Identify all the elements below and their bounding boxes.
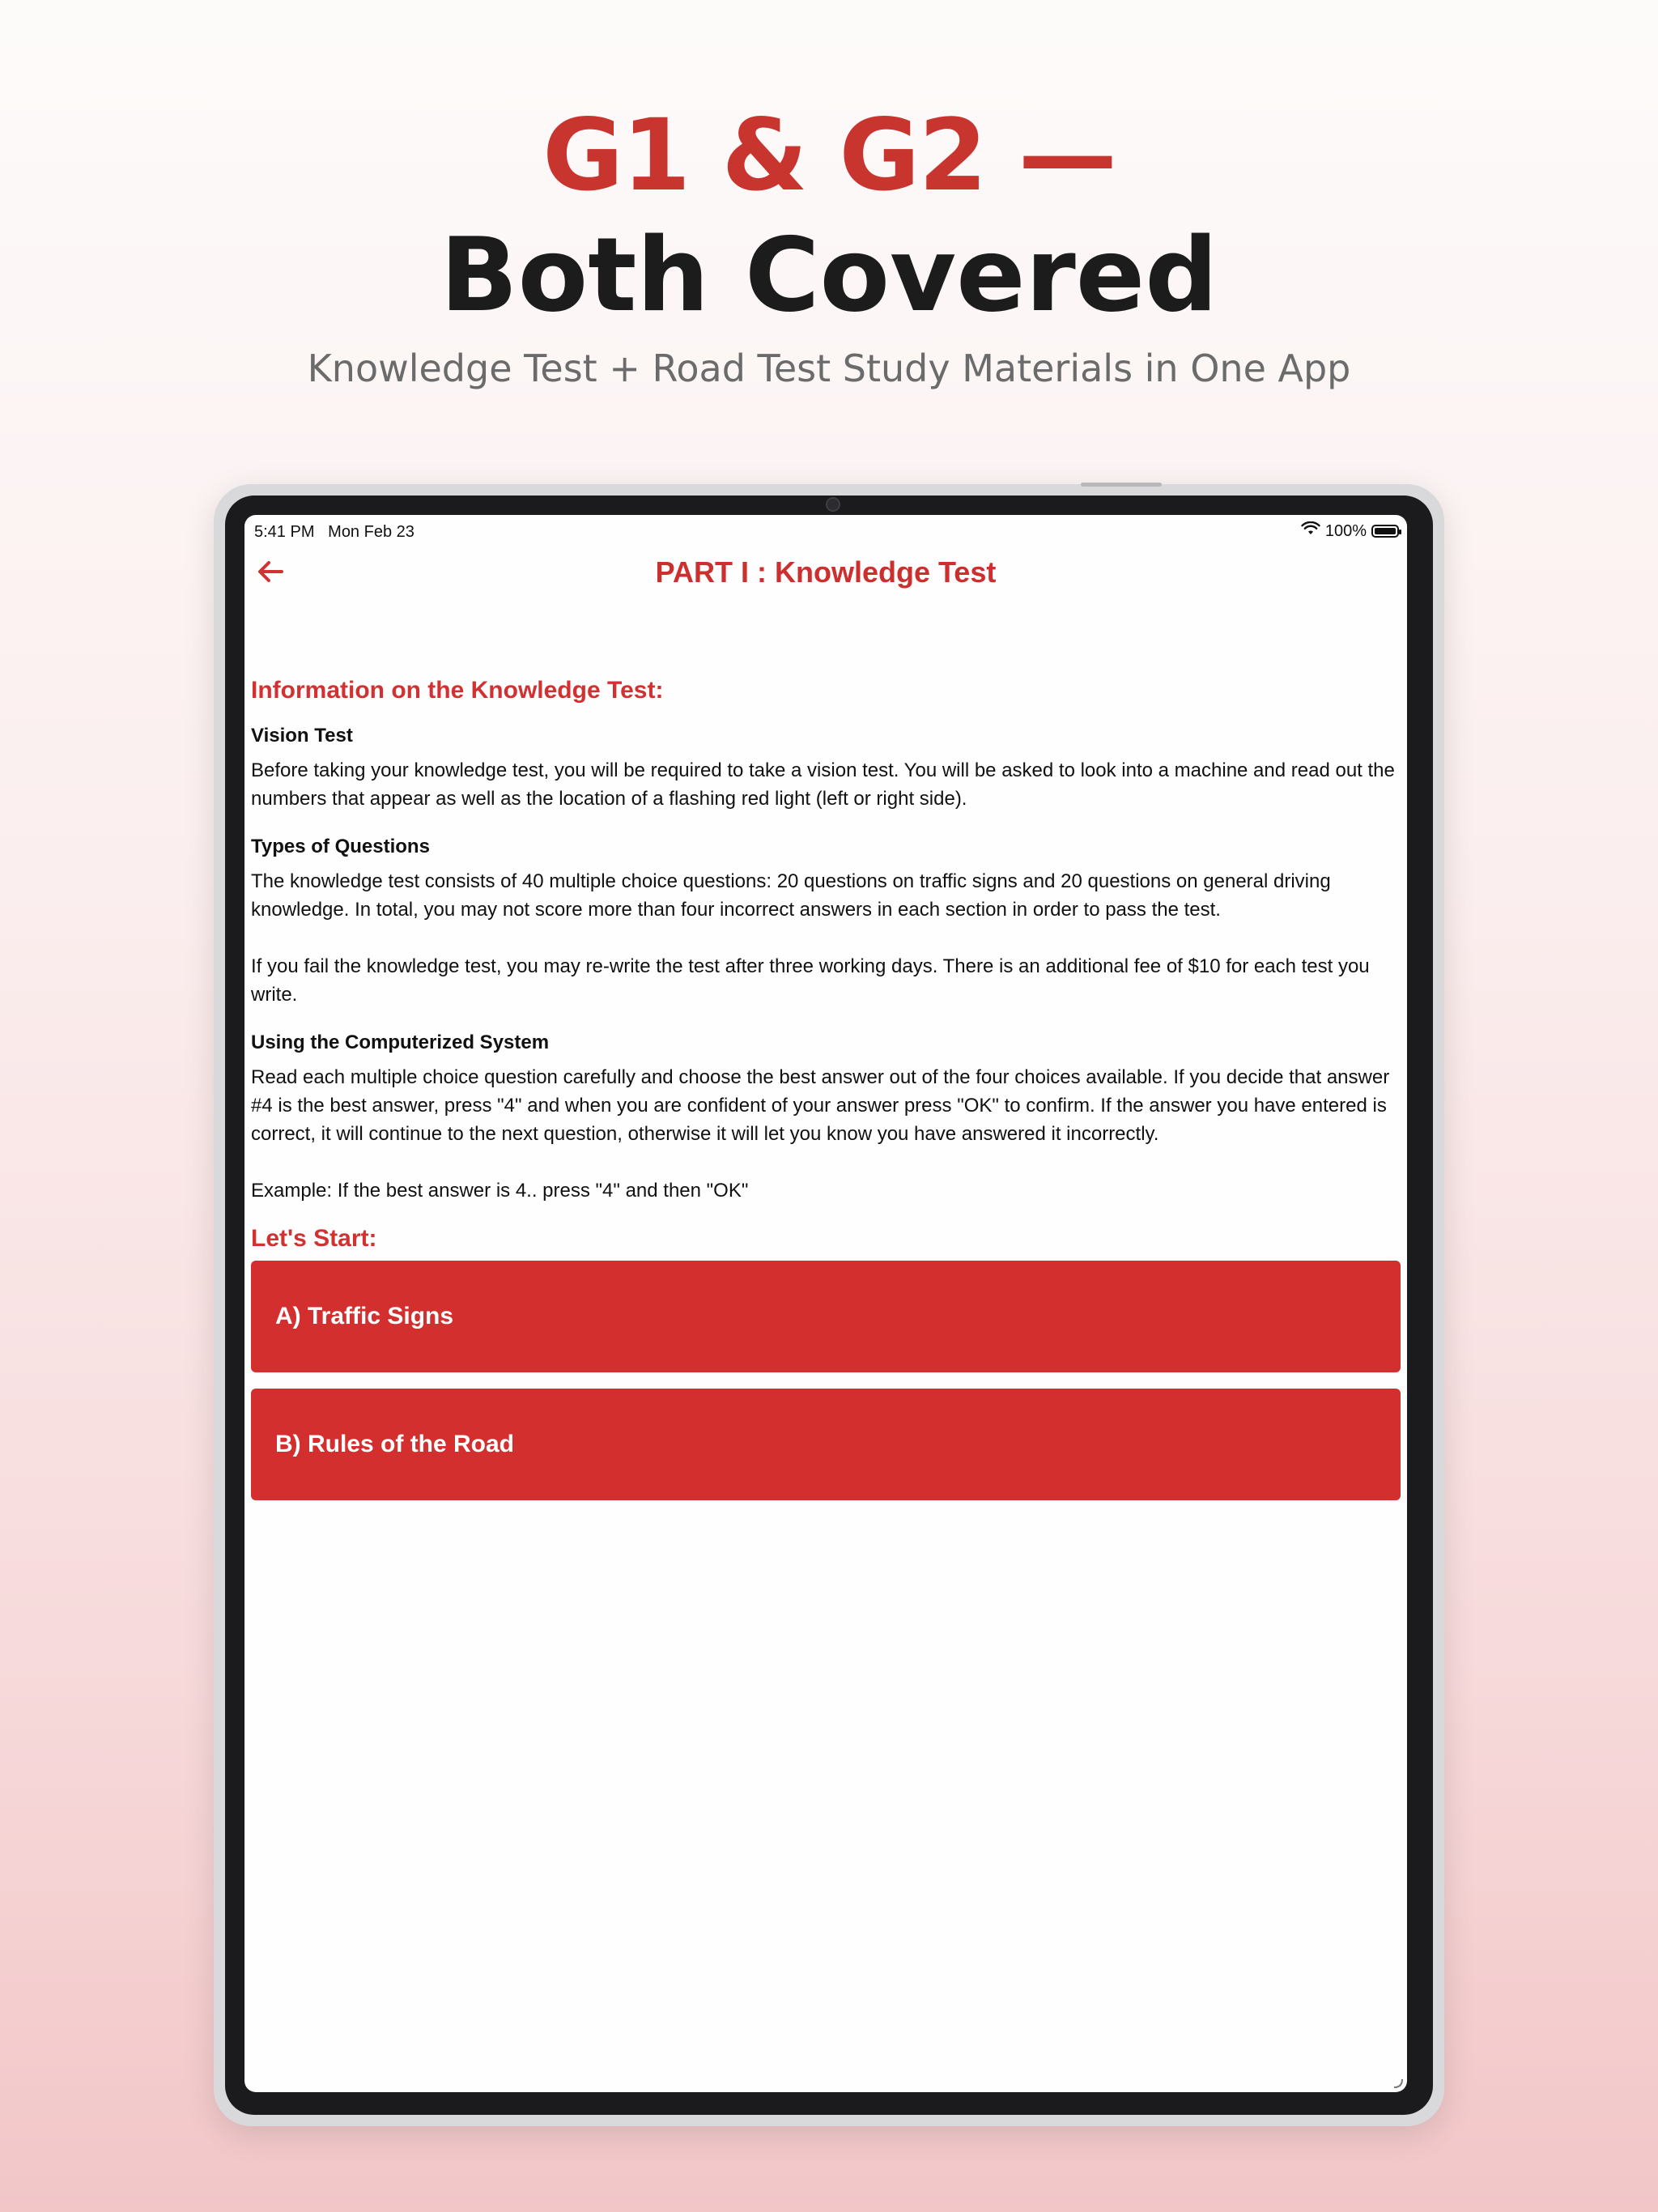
wifi-icon xyxy=(1301,521,1320,541)
lets-start-heading: Let's Start: xyxy=(251,1225,377,1252)
rules-of-the-road-button[interactable] xyxy=(251,1389,1401,1500)
battery-icon xyxy=(1371,525,1399,538)
content-area xyxy=(251,677,1399,1516)
vision-body: Before taking your knowledge test, you will be required to take a vision test. You will be asked to look into a machine and read out the numbers that appear as well as the location of a flashing red light (left or right side). xyxy=(251,759,1395,810)
computerized-heading: Using the Computerized System xyxy=(251,1032,550,1053)
computerized-body-2: Example: If the best answer is 4.. press "4" and then "OK" xyxy=(251,1180,749,1202)
status-right xyxy=(1301,521,1399,541)
vision-heading: Vision Test xyxy=(251,725,353,747)
types-body-2: If you fail the knowledge test, you may re-write the test after three working days. There is an additional fee of $10 for each test you write. xyxy=(251,955,1370,1006)
subheadline: Knowledge Test + Road Test Study Materials in One App xyxy=(307,347,1351,390)
page-title: PART I : Knowledge Test xyxy=(655,555,997,589)
section-title: Information on the Knowledge Test: xyxy=(251,677,664,704)
traffic-signs-button[interactable] xyxy=(251,1261,1401,1372)
rules-of-the-road-button-label: B) Rules of the Road xyxy=(275,1431,515,1457)
app-screen xyxy=(244,515,1407,2092)
headline-line-1: G1 & G2 — xyxy=(542,98,1116,213)
camera-icon xyxy=(826,497,840,512)
types-body-1: The knowledge test consists of 40 multiple choice questions: 20 questions on traffic signs and 20 questions on general driving knowledge. In total, you may not score more than four incorrect answers in each section in order to pass the test. xyxy=(251,870,1331,921)
battery-percent: 100% xyxy=(1324,521,1367,540)
resize-grip-icon xyxy=(1389,2074,1404,2089)
traffic-signs-button-label: A) Traffic Signs xyxy=(275,1303,454,1329)
status-time-date: 5:41 PM Mon Feb 23 xyxy=(254,523,414,541)
types-heading: Types of Questions xyxy=(251,836,430,857)
computerized-body-1: Read each multiple choice question carefully and choose the best answer out of the four choices available. If you decide that answer #4 is the best answer, press "4" and when you are confident of your answer press "OK" to confirm. If the answer you have entered is correct, it will continue to the next question, otherwise it will let you know you have answered it incorrectly. xyxy=(251,1066,1390,1145)
headline-line-2: Both Covered xyxy=(440,215,1218,334)
tablet-top-button xyxy=(1081,483,1162,487)
